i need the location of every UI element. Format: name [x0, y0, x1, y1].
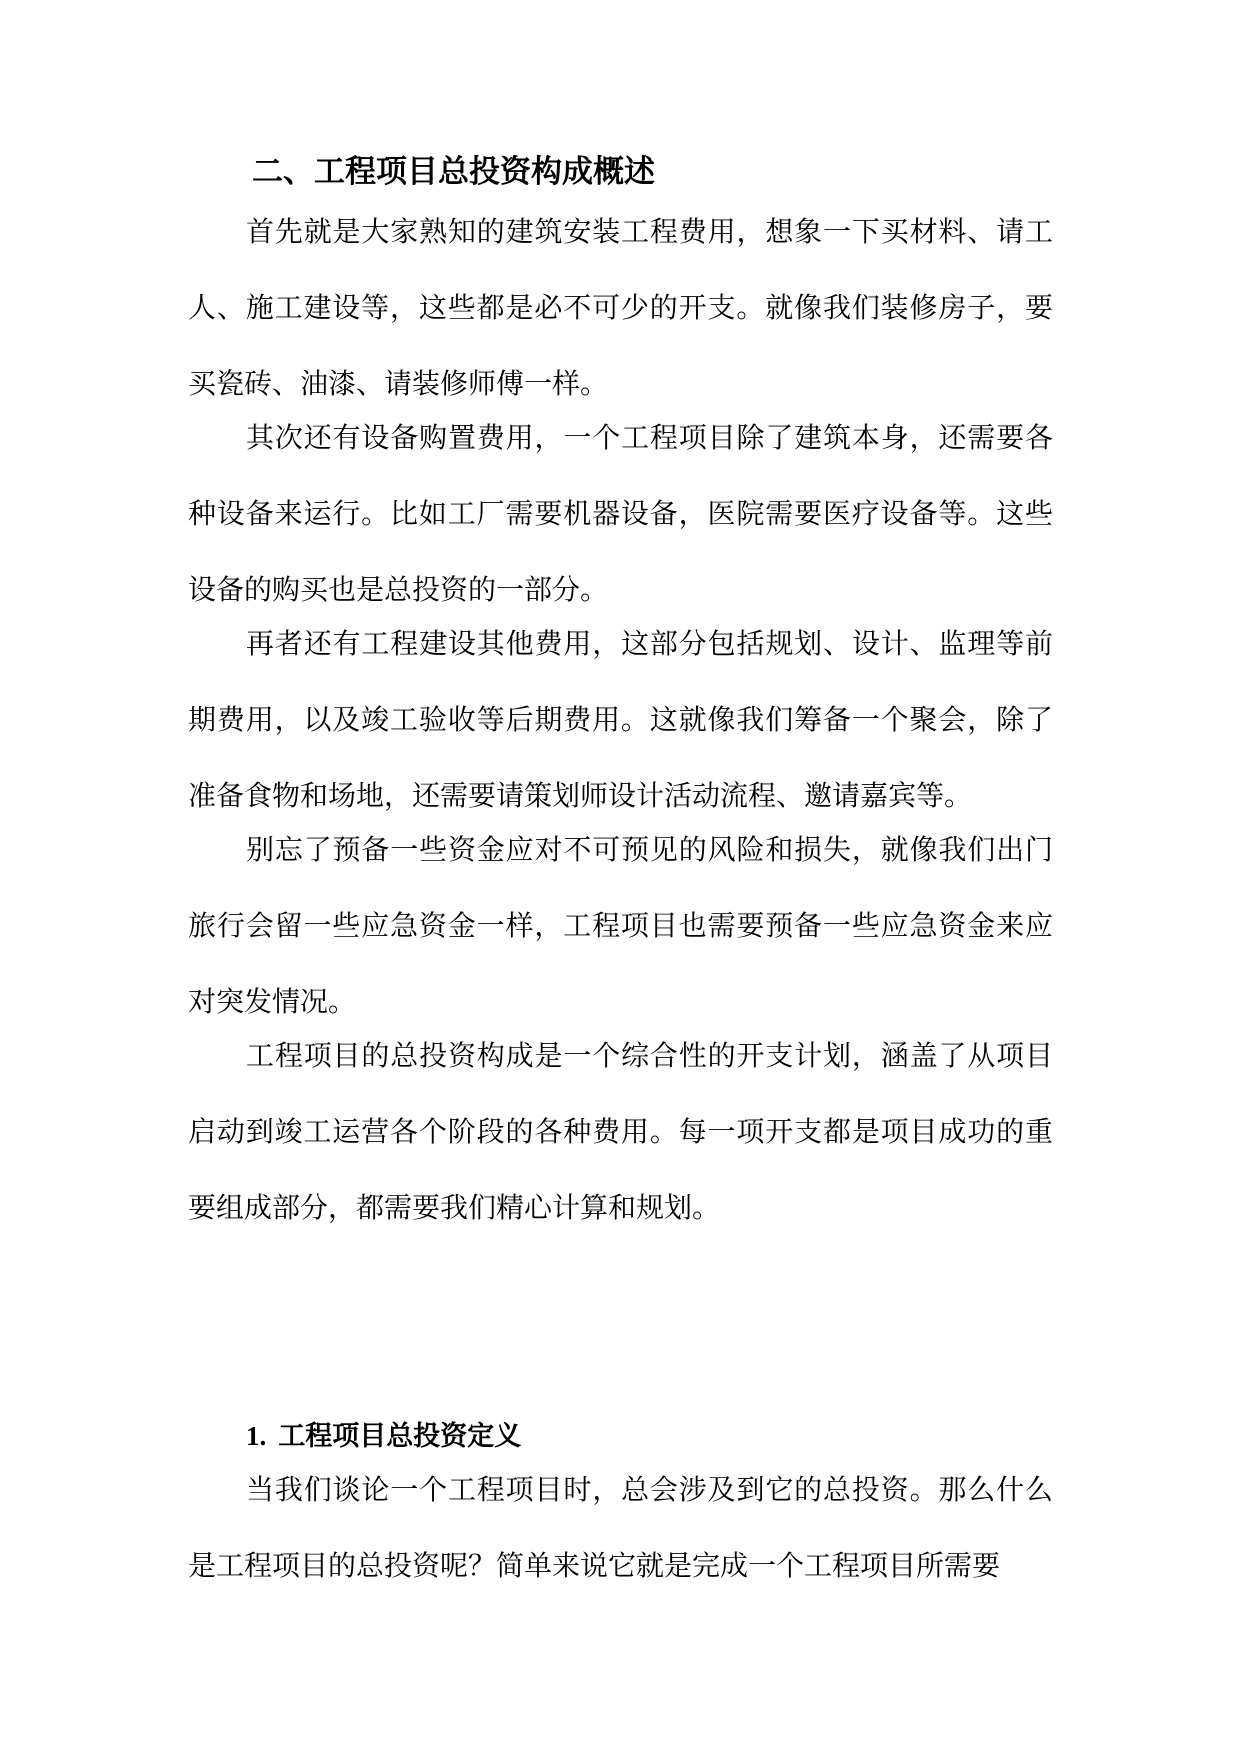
paragraph: 首先就是大家熟知的建筑安装工程费用，想象一下买材料、请工人、施工建设等，这些都是必不可少的开支。就像我们装修房子，要买瓷砖、油漆、请装修师傅一样。	[188, 215, 1053, 400]
paragraph: 再者还有工程建设其他费用，这部分包括规划、设计、监理等前期费用，以及竣工验收等后期费用。这就像我们筹备一个聚会，除了准备食物和场地，还需要请策划师设计活动流程、邀请嘉宾等。	[188, 627, 1053, 812]
subsection-heading	[246, 1416, 521, 1457]
paragraph: 工程项目的总投资构成是一个综合性的开支计划，涵盖了从项目启动到竣工运营各个阶段的各种费用。每一项开支都是项目成功的重要组成部分，都需要我们精心计算和规划。	[188, 1039, 1053, 1224]
paragraph: 别忘了预备一些资金应对不可预见的风险和损失，就像我们出门旅行会留一些应急资金一样，工程项目也需要预备一些应急资金来应对突发情况。	[188, 833, 1053, 1018]
paragraph: 其次还有设备购置费用，一个工程项目除了建筑本身，还需要各种设备来运行。比如工厂需要机器设备，医院需要医疗设备等。这些设备的购买也是总投资的一部分。	[188, 421, 1053, 606]
section-heading: 二、工程项目总投资构成概述	[252, 154, 655, 190]
paragraph: 当我们谈论一个工程项目时，总会涉及到它的总投资。那么什么是工程项目的总投资呢？简单来说它就是完成一个工程项目所需要	[188, 1473, 1053, 1582]
subsection-title: 工程项目总投资定义	[278, 1421, 522, 1452]
subsection-number: 1.	[246, 1421, 267, 1451]
